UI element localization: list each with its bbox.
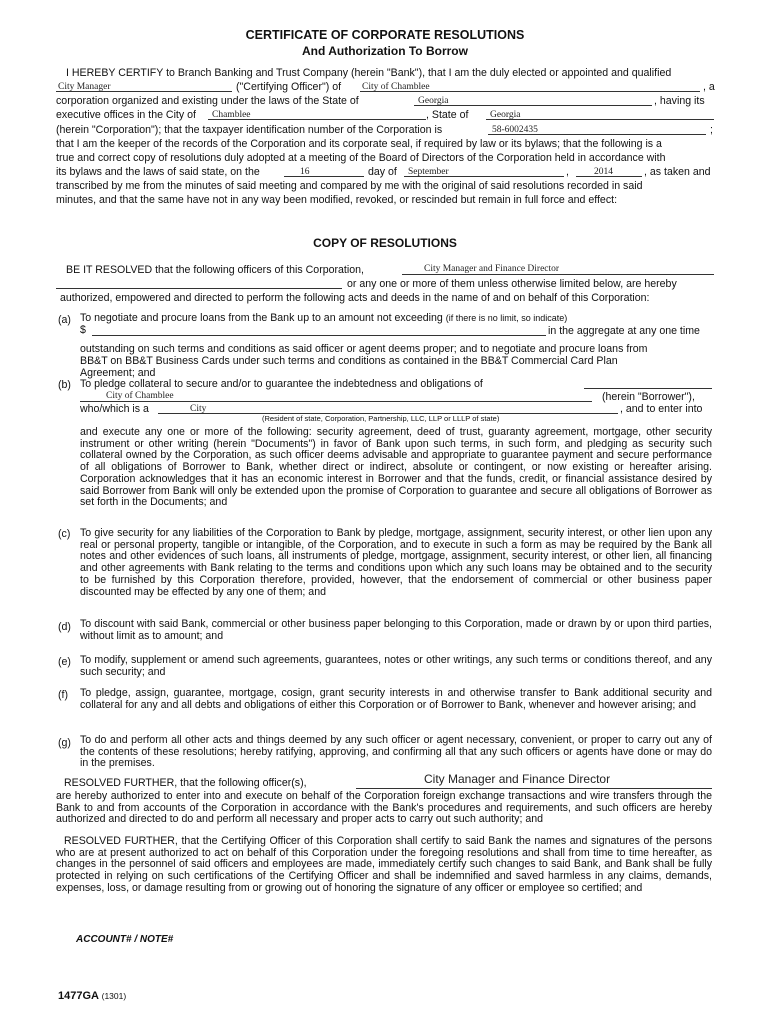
form-number: [58, 990, 126, 1003]
item-e-body: To modify, supplement or amend such agreements, guarantees, notes or other writings, any such terms or conditions thereof, and any such security; and: [80, 654, 712, 678]
item-a-text: To negotiate and procure loans from the Bank up to an amount not exceeding: [80, 312, 443, 324]
state-field[interactable]: Georgia: [490, 110, 521, 120]
day-field[interactable]: 16: [300, 167, 310, 177]
item-a-dollar: $: [80, 324, 86, 336]
cert-line-3a: corporation organized and existing under the laws of the State of: [56, 95, 359, 107]
cert-line-1: I HEREBY CERTIFY to Branch Banking and Trust Company (herein "Bank"), that I am the duly elected or appointed and qualified: [66, 67, 672, 79]
resolved-line-1c: authorized, empowered and directed to perform the following acts and deeds in the name of and on behalf of this Corporation:: [60, 292, 650, 304]
further-1-lead: RESOLVED FURTHER, that the following officer(s),: [64, 777, 307, 789]
item-a-line-1: [80, 312, 567, 325]
officers-line-2: [56, 288, 342, 289]
item-a-note: (if there is no limit, so indicate): [445, 313, 568, 323]
form-number-code: 1477GA: [58, 990, 99, 1002]
cert-line-2b: , a: [703, 81, 715, 93]
resolved-officers-line: [356, 788, 712, 789]
borrower-line-1: [584, 388, 712, 389]
loan-amount-line: [92, 335, 546, 336]
borrower-line-2: [80, 401, 592, 402]
cert-line-7: true and correct copy of resolutions duly adopted at a meeting of the Board of Directors of the Corporation held in accordance with: [56, 152, 666, 164]
item-b-label: (b): [58, 379, 71, 391]
cert-line-8c: ,: [566, 166, 569, 178]
month-field[interactable]: September: [408, 167, 449, 177]
document-subtitle: And Authorization To Borrow: [302, 44, 468, 58]
state-of-org-field[interactable]: Georgia: [418, 96, 449, 106]
item-g-body: To do and perform all other acts and things deemed by any such officer or agent necessary, convenient, or proper to carry out any of the contents of these resolutions; hereby ratifying, approving, and confirming all that any such officers or agents have done or may do in the premises.: [80, 734, 712, 770]
item-a-line-5: Agreement; and: [80, 367, 156, 379]
form-revision: (1301): [101, 991, 127, 1001]
item-b-body: and execute any one or more of the following: security agreement, deed of trust, guaranty agreement, mortgage, other security instrument or other writing (herein "Documents") in favor of Bank upon such terms, in such form, and pledging as security such collateral owned by the Corporation, as such officer deems advisable and appropriate to guarantee payment and secure performance of all obligations of Borrower to Bank, whether direct or indirect, absolute or contingent, or now existing or hereafter arising. Corporation acknowledges that it has an economic interest in Borrower and that the funds, credit, or financial assistance desired by said Borrower from Bank will only be extended upon the promise of Corporation to guarantee and secure all obligations of Borrower as set forth in the Documents; and: [80, 426, 712, 509]
cert-line-5b: ;: [710, 124, 713, 136]
officer-title-field[interactable]: City Manager: [58, 82, 111, 92]
resolved-officers-field[interactable]: City Manager and Finance Director: [424, 772, 611, 786]
item-a-label: (a): [58, 314, 71, 326]
cert-line-6: that I am the keeper of the records of the Corporation and its corporate seal, if required by law or its bylaws; that the following is a: [56, 138, 662, 150]
officers-line: [402, 274, 714, 275]
officers-field[interactable]: City Manager and Finance Director: [424, 264, 560, 274]
item-d-body: To discount with said Bank, commercial or other business paper belonging to this Corporation, made or drawn by or upon third parties, without limit as to amount; and: [80, 618, 712, 642]
item-b-line-3b: , and to enter into: [620, 403, 703, 415]
item-c-body: To give security for any liabilities of the Corporation to Bank by pledge, mortgage, assignment, security interest, or other lien upon any real or personal property, tangible or intangible, of the Corporation, and to execute in such a form as may be required by the Bank all notes and other evidences of such loans, all instruments of pledge, mortgage, assignment, security interest, or other lien, all financing and other agreements with Bank relating to the terms and conditions upon which any such loans may be obtained and to the security to be furnished by this Corporation therefore, provided, however, that the endorsement of commercial or other business paper discounted may be effected by any one of them; and: [80, 527, 712, 598]
item-a-line-3: outstanding on such terms and conditions as said officer or agent deems proper; and to negotiate and procure loans from: [80, 343, 648, 355]
item-b-line-1: To pledge collateral to secure and/or to guarantee the indebtedness and obligations of: [80, 378, 483, 390]
resolved-line-1a: BE IT RESOLVED that the following officers of this Corporation,: [66, 264, 364, 276]
item-b-line-2: (herein "Borrower"),: [602, 391, 695, 403]
item-f-body: To pledge, assign, guarantee, mortgage, cosign, grant security interests in and otherwise transfer to Bank additional security and collateral for any and all debts and obligations of either this Corporation or of Borrower to Bank, whenever and however arising; and: [80, 687, 712, 711]
borrower-type-caption: (Resident of state, Corporation, Partnership, LLC, LLP or LLLP of state): [262, 414, 500, 423]
item-c-label: (c): [58, 528, 71, 540]
further-2-body: RESOLVED FURTHER, that the Certifying Officer of this Corporation shall certify to said Bank the names and signatures of the persons who are at present authorized to act on behalf of this Corporation under the foregoing resolutions and shall from time to time hereafter, as changes in the personnel of said officers and employees are made, immediately certify such changes to said Bank, and Bank shall be fully protected in relying on such certifications of the Certifying Officer and shall be indemnified and saved harmless in any claims, demands, expenses, loss, or damage resulting from or growing out of honoring the signature of any officer or employee so certified; and: [56, 835, 712, 894]
borrower-field[interactable]: City of Chamblee: [106, 391, 174, 401]
borrower-type-field[interactable]: City: [190, 404, 207, 414]
cert-line-10: minutes, and that the same have not in any way been modified, revoked, or rescinded but remain in full force and effect:: [56, 194, 618, 206]
tin-field[interactable]: 58-6002435: [492, 125, 538, 135]
document-title: CERTIFICATE OF CORPORATE RESOLUTIONS: [245, 28, 525, 42]
item-f-label: (f): [58, 689, 68, 701]
item-a-line-2: in the aggregate at any one time: [548, 325, 700, 337]
city-field[interactable]: Chamblee: [212, 110, 251, 120]
cert-line-8d: , as taken and: [644, 166, 711, 178]
cert-line-4a: executive offices in the City of: [56, 109, 196, 121]
year-field[interactable]: 2014: [594, 167, 613, 177]
copy-heading: COPY OF RESOLUTIONS: [313, 236, 457, 250]
item-d-label: (d): [58, 621, 71, 633]
item-g-label: (g): [58, 737, 71, 749]
corporation-name-field[interactable]: City of Chamblee: [362, 82, 430, 92]
cert-line-9: transcribed by me from the minutes of said meeting and compared by me with the original of said resolutions recorded in said: [56, 180, 643, 192]
resolved-line-1b: or any one or more of them unless otherwise limited below, are hereby: [347, 278, 677, 290]
day-line: [284, 176, 364, 177]
cert-line-8a: its bylaws and the laws of said state, on the: [56, 166, 260, 178]
item-b-line-3a: who/which is a: [80, 403, 149, 415]
state-of-org-line: [414, 105, 652, 106]
cert-line-5a: (herein "Corporation"); that the taxpayer identification number of the Corporation is: [56, 124, 443, 136]
account-note-label: ACCOUNT# / NOTE#: [76, 934, 174, 945]
cert-line-3b: , having its: [654, 95, 705, 107]
cert-line-4b: , State of: [426, 109, 469, 121]
cert-line-8b: day of: [368, 166, 397, 178]
further-1-body: are hereby authorized to enter into and execute on behalf of the Corporation foreign exchange transactions and wire transfers through the Bank to and from accounts of the Corporation in accordance with the Bank's procedures and requirements, and such officers are hereby authorized and directed to do and perform all necessary and proper acts to carry out such authority; and: [56, 790, 712, 826]
item-a-line-4: BB&T on BB&T Business Cards under such terms and conditions as contained in the BB&T Commercial Card Plan: [80, 355, 618, 367]
item-e-label: (e): [58, 656, 71, 668]
cert-line-2a: ("Certifying Officer") of: [236, 81, 342, 93]
